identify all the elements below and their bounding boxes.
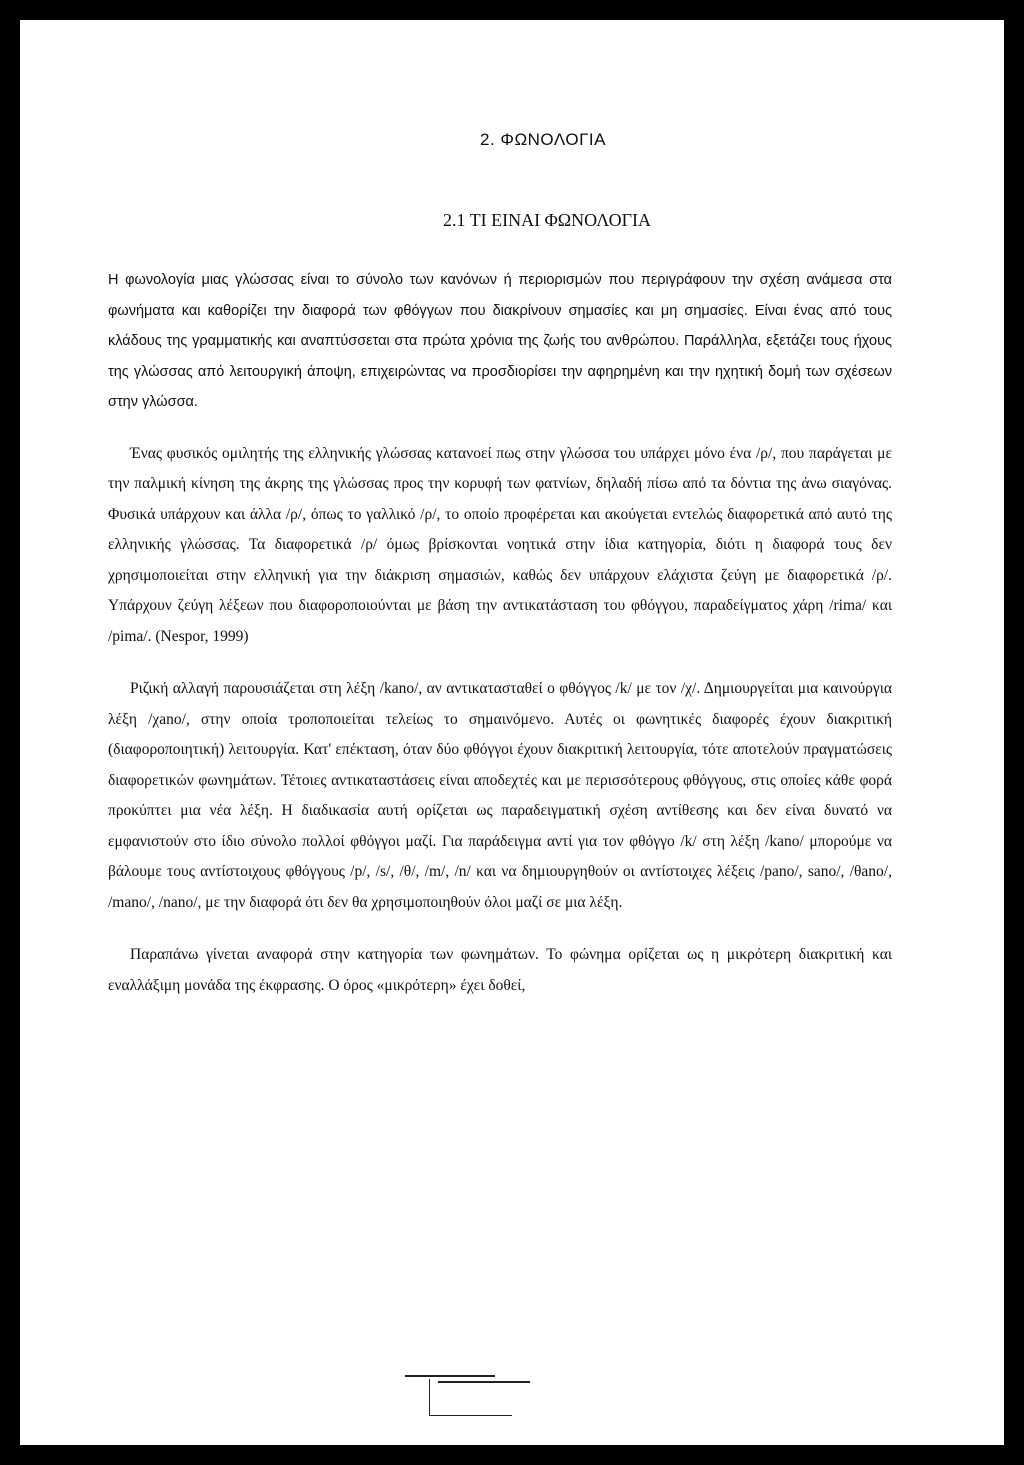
footer-line-top bbox=[405, 1375, 495, 1377]
section-title: 2.1 ΤΙ ΕΙΝΑΙ ΦΩΝΟΛΟΓΙΑ bbox=[442, 210, 652, 230]
footer-box bbox=[429, 1379, 512, 1416]
chapter-title: 2. ΦΩΝΟΛΟΓΙΑ bbox=[479, 130, 606, 149]
document-page bbox=[20, 20, 1004, 1445]
paragraph-3: Ριζική αλλαγή παρουσιάζεται στη λέξη /kano/, αν αντικατασταθεί ο φθόγγος /k/ με τον /χ/. Δημιουργείται μια καινούργια λέξη /χano/, στην οποία τροποποιείται τελείως το σημαινόμενο. Αυτές οι φωνητικές διαφορές έχουν διακριτική (διαφοροποιητική) λειτουργία. Κατ' επέκταση, όταν δύο φθόγγοι έχουν διακριτική λειτουργία, τότε αποτελούν πραγματώσεις διαφορετικών φωνημάτων. Τέτοιες αντικαταστάσεις είναι αποδεχτές και με περισσότερους φθόγγους, στις οποίες κάθε φορά προκύπτει μια νέα λέξη. Η διαδικασία αυτή ορίζεται ως παραδειγματική σχέση αντίθεσης και δεν είναι δυνατό να εμφανιστούν στο ίδιο σύνολο πολλοί φθόγγοι μαζί. Για παράδειγμα αντί για τον φθόγγο /k/ στη λέξη /kano/ μπορούμε να βάλουμε τους αντίστοιχους φθόγγους /p/, /s/, /θ/, /m/, /n/ και να δημιουργηθούν οι αντίστοιχες λέξεις /pano/, sano/, /θano/, /mano/, /nano/, με την διαφορά ότι δεν θα χρησιμοποιηθούν όλοι μαζί σε μια λέξη. bbox=[108, 680, 892, 911]
paragraph-1: Η φωνολογία μιας γλώσσας είναι το σύνολο των κανόνων ή περιορισμών που περιγράφουν την σχέση ανάμεσα στα φωνήματα και καθορίζει την διαφορά των φθόγγων που διακρίνουν σημασίες και μη σημασίες. Είναι ένας από τους κλάδους της γραμματικής και αναπτύσσεται στα πρώτα χρόνια της ζωής του ανθρώπου. Παράλληλα, εξετάζει τους ήχους της γλώσσας από λειτουργική άποψη, επιχειρώντας να προσδιορίσει την αφηρημένη και την ηχητική δομή των σχέσεων στην γλώσσα. bbox=[108, 272, 892, 410]
body-text bbox=[108, 265, 892, 1001]
paragraph-4: Παραπάνω γίνεται αναφορά στην κατηγορία των φωνημάτων. Το φώνημα ορίζεται ως η μικρότερη διακριτική και εναλλάξιμη μονάδα της έκφρασης. Ο όρος «μικρότερη» έχει δοθεί, bbox=[108, 946, 892, 994]
page-footer-mark bbox=[383, 1365, 533, 1415]
paragraph-2: Ένας φυσικός ομιλητής της ελληνικής γλώσσας κατανοεί πως στην γλώσσα του υπάρχει μόνο ένα /ρ/, που παράγεται με την παλμική κίνηση της άκρης της γλώσσας προς την κορυφή των φατνίων, δηλαδή πίσω από τα δόντια της άνω σιαγόνας. Φυσικά υπάρχουν και άλλα /ρ/, όπως το γαλλικό /ρ/, το οποίο προφέρεται και ακούγεται εντελώς διαφορετικά από αυτό της ελληνικής γλώσσας. Τα διαφορετικά /ρ/ όμως βρίσκονται νοητικά στην ίδια κατηγορία, διότι η διαφορά τους δεν χρησιμοποιείται στην ελληνική για την διάκριση σημασιών, καθώς δεν υπάρχουν ελάχιστα ζεύγη με διαφορετικά /ρ/. Υπάρχουν ζεύγη λέξεων που διαφοροποιούνται με βάση την αντικατάσταση του φθόγγου, παραδείγματος χάρη /rima/ και /pima/. (Nespor, 1999) bbox=[108, 444, 892, 645]
